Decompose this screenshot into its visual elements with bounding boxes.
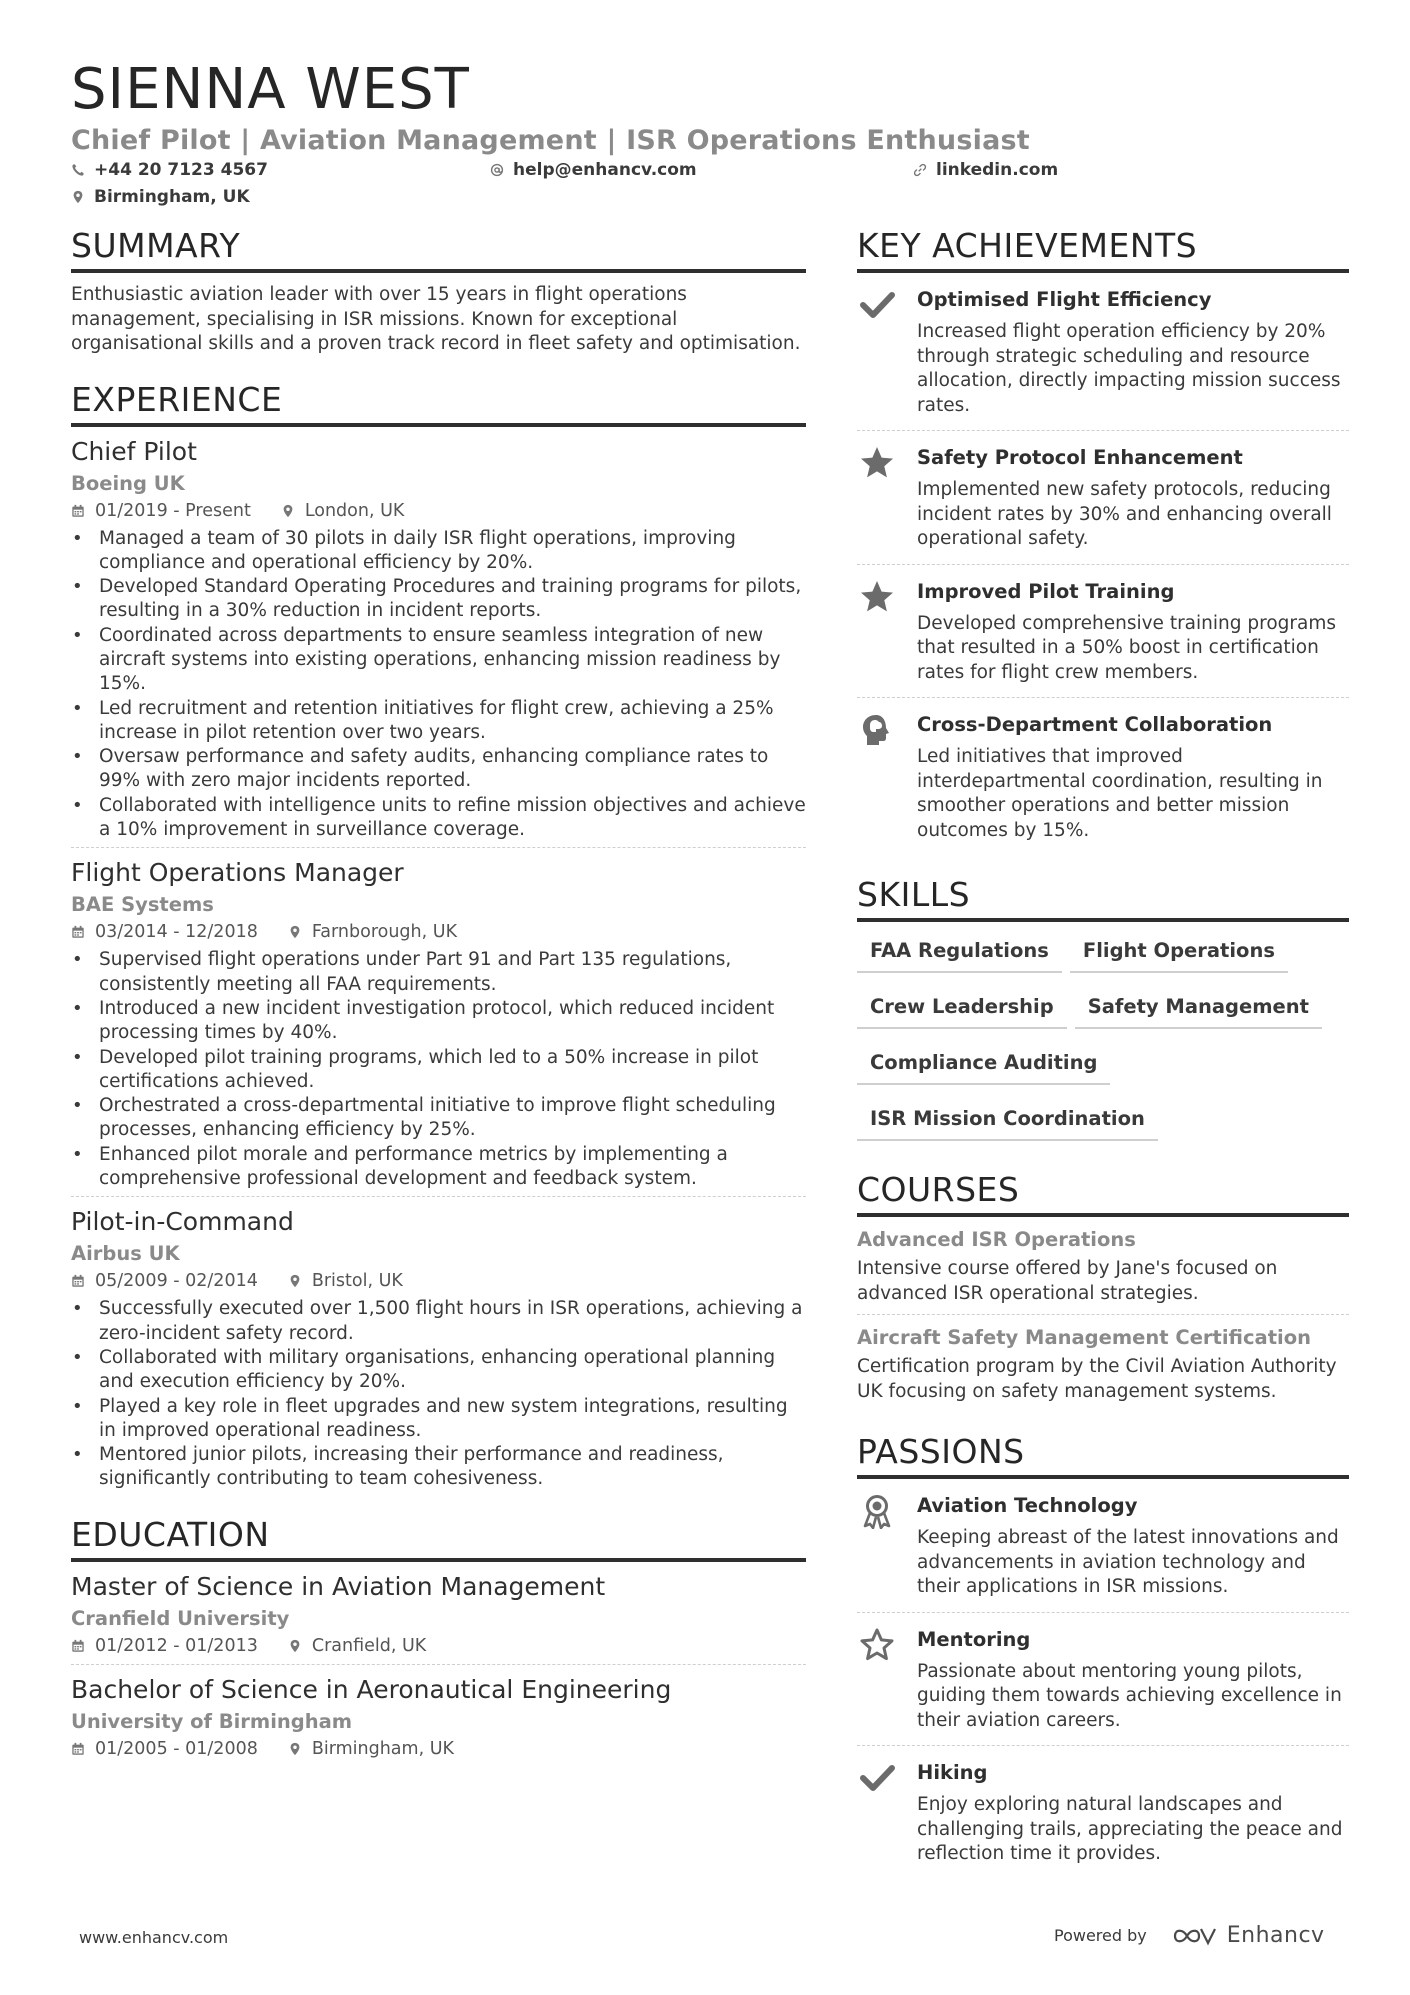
education-location: Cranfield, UK [311, 1635, 427, 1656]
passions-item [857, 1479, 1349, 1613]
job-entry [71, 1197, 806, 1496]
passions-icon-wrap [857, 1627, 917, 1734]
passions-section [857, 1432, 1349, 1879]
job-entry [71, 427, 806, 849]
courses-list [857, 1217, 1349, 1412]
footer-powered [1054, 1923, 1325, 1948]
job-meta [71, 499, 806, 523]
passions-title: Hiking [917, 1761, 988, 1784]
location-pin-icon [288, 1639, 302, 1653]
achievements-body [917, 445, 1349, 552]
degree-title: Bachelor of Science in Aeronautical Engineering [71, 1674, 672, 1704]
job-title: Pilot-in-Command [71, 1207, 294, 1237]
passions-body [917, 1493, 1349, 1600]
company-name: BAE Systems [71, 893, 214, 917]
achievements-icon-wrap [857, 445, 917, 552]
achievements-icon-wrap [857, 579, 917, 686]
calendar-icon [71, 925, 85, 939]
job-title: Chief Pilot [71, 436, 197, 466]
job-bullet: • Coordinated across departments to ensure seamless integration of new aircraft systems into existing operations, enhancing mission readiness by 15%. [71, 624, 806, 697]
star-outline-icon [859, 1627, 895, 1663]
achievements-list [857, 273, 1349, 855]
courses-section [857, 1170, 1349, 1412]
skill-tag: Crew Leadership [857, 988, 1067, 1029]
location-pin-icon [288, 1742, 302, 1756]
education-entry [71, 1665, 806, 1767]
achievements-icon-wrap [857, 712, 917, 843]
checkmark-icon [859, 287, 895, 323]
job-bullet: • Collaborated with intelligence units to refine mission objectives and achieve a 10% improvement in surveillance coverage. [71, 794, 806, 843]
course-title: Advanced ISR Operations [857, 1228, 1136, 1251]
job-bullets [71, 948, 806, 1191]
skill-tag: Compliance Auditing [857, 1044, 1110, 1085]
contact-linkedin [913, 159, 1058, 181]
experience-list [71, 427, 806, 1497]
skill-tag: FAA Regulations [857, 932, 1062, 973]
courses-heading: COURSES [857, 1170, 1349, 1217]
achievements-item [857, 273, 1349, 431]
powered-by-text: Powered by [1054, 1926, 1147, 1945]
award-ribbon-icon [859, 1493, 895, 1529]
job-bullet: • Successfully executed over 1,500 flight hours in ISR operations, achieving a zero-incident safety record. [71, 1297, 806, 1346]
right-column [857, 226, 1349, 1903]
job-dates: 03/2014 - 12/2018 [95, 922, 258, 943]
passions-icon-wrap [857, 1493, 917, 1600]
achievements-body [917, 712, 1349, 843]
education-entry [71, 1562, 806, 1665]
checkmark-icon [859, 1760, 895, 1796]
summary-heading: SUMMARY [71, 226, 806, 273]
education-meta [71, 1634, 806, 1658]
company-name: Airbus UK [71, 1242, 180, 1266]
passions-item [857, 1613, 1349, 1747]
school-name: University of Birmingham [71, 1709, 353, 1733]
job-location: Bristol, UK [311, 1271, 403, 1292]
candidate-name: SIENNA WEST [71, 57, 470, 122]
passions-list [857, 1479, 1349, 1879]
calendar-icon [71, 504, 85, 518]
experience-heading: EXPERIENCE [71, 380, 806, 427]
job-bullet: • Led recruitment and retention initiatives for flight crew, achieving a 25% increase in pilot retention over two years. [71, 697, 806, 746]
achievements-description: Led initiatives that improved interdepartmental coordination, resulting in smoother operations and better mission outcomes by 15%. [917, 746, 1323, 841]
passions-body [917, 1760, 1349, 1867]
contact-location [71, 186, 250, 208]
job-location: Farnborough, UK [311, 922, 458, 943]
job-bullets [71, 1297, 806, 1491]
location-pin-icon [288, 925, 302, 939]
achievements-title: Optimised Flight Efficiency [917, 288, 1212, 311]
achievements-description: Developed comprehensive training programs that resulted in a 50% boost in certification rates for flight crew members. [917, 612, 1336, 683]
job-meta [71, 920, 806, 944]
contact-email [490, 159, 697, 181]
phone-icon [71, 163, 85, 177]
education-list [71, 1562, 806, 1767]
job-bullet: • Oversaw performance and safety audits, enhancing compliance rates to 99% with zero major incidents reported. [71, 745, 806, 794]
course-description: Intensive course offered by Jane's focused on advanced ISR operational strategies. [857, 1258, 1278, 1304]
job-bullet: • Supervised flight operations under Part 91 and Part 135 regulations, consistently meeting all FAA requirements. [71, 948, 806, 997]
brand-name: Enhancv [1226, 1923, 1325, 1948]
job-location: London, UK [304, 500, 405, 521]
summary-section [71, 226, 806, 357]
calendar-icon [71, 1742, 85, 1756]
course-description: Certification program by the Civil Aviation Authority UK focusing on safety management systems. [857, 1356, 1337, 1402]
email-text[interactable]: help@enhancv.com [513, 160, 697, 180]
passions-icon-wrap [857, 1760, 917, 1867]
achievements-description: Implemented new safety protocols, reducing incident rates by 30% and enhancing overall operational safety. [917, 479, 1332, 549]
job-bullet: • Mentored junior pilots, increasing their performance and readiness, significantly contributing to team cohesiveness. [71, 1443, 806, 1492]
achievements-item [857, 698, 1349, 855]
achievements-title: Improved Pilot Training [917, 579, 1175, 603]
job-dates: 05/2009 - 02/2014 [95, 1271, 258, 1292]
job-bullets [71, 527, 806, 843]
passions-heading: PASSIONS [857, 1432, 1349, 1479]
passions-title: Mentoring [917, 1627, 1031, 1651]
school-name: Cranfield University [71, 1606, 290, 1630]
job-entry [71, 848, 806, 1197]
degree-title: Master of Science in Aviation Management [71, 1571, 606, 1601]
achievements-title: Cross-Department Collaboration [917, 713, 1273, 736]
job-bullet: • Introduced a new incident investigation protocol, which reduced incident processing times by 40%. [71, 997, 806, 1046]
passions-title: Aviation Technology [917, 1494, 1138, 1517]
job-dates: 01/2019 - Present [95, 500, 251, 521]
location-pin-icon [281, 504, 295, 518]
experience-section [71, 380, 806, 1497]
brand-logo[interactable] [1171, 1923, 1325, 1948]
left-column [71, 226, 806, 1791]
passions-body [917, 1627, 1349, 1734]
location-pin-icon [288, 1274, 302, 1288]
course-item [857, 1315, 1349, 1412]
achievements-title: Safety Protocol Enhancement [917, 446, 1243, 469]
calendar-icon [71, 1639, 85, 1653]
achievements-heading: KEY ACHIEVEMENTS [857, 226, 1349, 273]
skills-list [857, 932, 1349, 1156]
passions-item [857, 1746, 1349, 1879]
passions-description: Enjoy exploring natural landscapes and challenging trails, appreciating the peace and reflection time it provides. [917, 1794, 1343, 1864]
achievements-body [917, 287, 1349, 418]
job-bullet: • Orchestrated a cross-departmental initiative to improve flight scheduling processes, enhancing efficiency by 25%. [71, 1094, 806, 1143]
achievements-item [857, 431, 1349, 565]
job-bullet: • Developed pilot training programs, which led to a 50% increase in pilot certifications achieved. [71, 1046, 806, 1095]
course-item [857, 1217, 1349, 1315]
phone-text[interactable]: +44 20 7123 4567 [94, 160, 268, 180]
job-meta [71, 1269, 806, 1293]
summary-text: Enthusiastic aviation leader with over 15 years in flight operations management, specialising in ISR missions. Known for exceptional organisational skills and a proven track record in fleet safety and optimisation. [71, 284, 801, 354]
skill-tag: Safety Management [1075, 988, 1322, 1029]
job-bullet: • Played a key role in fleet upgrades and new system integrations, resulting in improved operational readiness. [71, 1395, 806, 1444]
education-dates: 01/2012 - 01/2013 [95, 1635, 258, 1656]
education-location: Birmingham, UK [311, 1738, 454, 1759]
job-bullet: • Developed Standard Operating Procedures and training programs for pilots, resulting in a 30% reduction in incident reports. [71, 575, 806, 624]
star-icon [859, 445, 895, 481]
course-title: Aircraft Safety Management Certification [857, 1326, 1311, 1349]
calendar-icon [71, 1274, 85, 1288]
skills-heading: SKILLS [857, 875, 1349, 922]
education-meta [71, 1737, 806, 1761]
job-title: Flight Operations Manager [71, 858, 404, 888]
achievements-icon-wrap [857, 287, 917, 418]
education-section [71, 1515, 806, 1767]
education-heading: EDUCATION [71, 1515, 806, 1562]
link-icon [913, 163, 927, 177]
job-bullet: • Collaborated with military organisations, enhancing operational planning and execution efficiency by 20%. [71, 1346, 806, 1395]
job-bullet: • Enhanced pilot morale and performance metrics by implementing a comprehensive professional development and feedback system. [71, 1143, 806, 1192]
location-pin-icon [71, 190, 85, 204]
star-icon [859, 579, 895, 615]
location-text: Birmingham, UK [94, 187, 250, 207]
contact-phone [71, 159, 268, 181]
at-icon [490, 163, 504, 177]
company-name: Boeing UK [71, 471, 185, 495]
skill-tag: Flight Operations [1070, 932, 1288, 973]
achievements-section [857, 226, 1349, 855]
job-bullet: • Managed a team of 30 pilots in daily ISR flight operations, improving compliance and operational efficiency by 20%. [71, 527, 806, 576]
passions-description: Passionate about mentoring young pilots, guiding them towards achieving excellence in their aviation careers. [917, 1660, 1342, 1731]
linkedin-text[interactable]: linkedin.com [936, 160, 1059, 180]
skills-section [857, 875, 1349, 1156]
education-dates: 01/2005 - 01/2008 [95, 1738, 258, 1759]
achievements-item [857, 565, 1349, 699]
achievements-description: Increased flight operation efficiency by 20% through strategic scheduling and resource allocation, directly impacting mission success rates. [917, 321, 1341, 416]
head-brain-icon [859, 712, 895, 748]
skill-tag: ISR Mission Coordination [857, 1100, 1158, 1141]
achievements-body [917, 579, 1349, 686]
footer-website[interactable]: www.enhancv.com [79, 1928, 229, 1947]
candidate-tagline: Chief Pilot | Aviation Management | ISR Operations Enthusiast [71, 125, 1030, 156]
enhancv-logo-icon [1171, 1924, 1217, 1948]
passions-description: Keeping abreast of the latest innovations and advancements in aviation technology and their applications in ISR missions. [917, 1527, 1339, 1597]
